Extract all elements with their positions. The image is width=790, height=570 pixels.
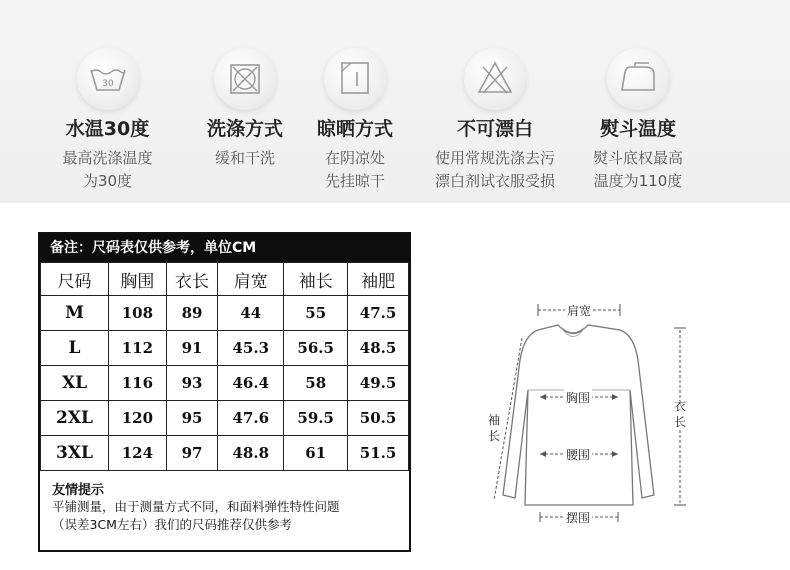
table-cell: 97 bbox=[166, 436, 218, 471]
sleeve-length-label bbox=[486, 412, 502, 444]
care-item-wash-method bbox=[190, 48, 300, 170]
care-desc-line: 熨斗底权最高 bbox=[592, 149, 683, 167]
care-desc-line: 使用常规洗涤去污 bbox=[434, 149, 555, 167]
table-cell: 47.6 bbox=[218, 401, 284, 436]
sleeve-label-char: 长 bbox=[488, 429, 501, 443]
table-cell: 44 bbox=[218, 296, 284, 331]
table-cell: 49.5 bbox=[348, 366, 409, 401]
length-label-char: 长 bbox=[674, 415, 687, 429]
column-header: 袖长 bbox=[284, 263, 348, 296]
size-table bbox=[40, 262, 409, 471]
care-title: 洗涤方式 bbox=[206, 118, 283, 140]
size-cell: L bbox=[41, 331, 109, 366]
table-cell: 61 bbox=[284, 436, 348, 471]
care-desc bbox=[422, 147, 568, 193]
svg-text:30: 30 bbox=[101, 79, 114, 89]
table-cell: 93 bbox=[166, 366, 218, 401]
care-desc bbox=[300, 147, 410, 193]
no-bleach-icon bbox=[464, 48, 526, 110]
sleeve-label-char: 袖 bbox=[488, 413, 501, 427]
size-cell: 3XL bbox=[41, 436, 109, 471]
tips-title: 友情提示 bbox=[52, 483, 105, 498]
garment-measurement-diagram bbox=[470, 280, 720, 535]
table-cell: 55 bbox=[284, 296, 348, 331]
table-row bbox=[41, 436, 409, 471]
table-cell: 47.5 bbox=[348, 296, 409, 331]
table-cell: 95 bbox=[166, 401, 218, 436]
care-desc-line: 漂白剂试衣服受损 bbox=[434, 172, 555, 190]
no-tumble-dry-icon bbox=[214, 48, 276, 110]
table-row bbox=[41, 366, 409, 401]
size-cell: M bbox=[41, 296, 109, 331]
size-cell: 2XL bbox=[41, 401, 109, 436]
column-header: 尺码 bbox=[41, 263, 109, 296]
care-item-iron-temp bbox=[578, 48, 698, 193]
table-cell: 91 bbox=[166, 331, 218, 366]
table-cell: 58 bbox=[284, 366, 348, 401]
care-desc-line: 最高洗涤温度 bbox=[62, 149, 153, 167]
iron-icon bbox=[607, 48, 669, 110]
column-header: 衣长 bbox=[166, 263, 218, 296]
care-item-no-bleach bbox=[422, 48, 568, 193]
table-cell: 59.5 bbox=[284, 401, 348, 436]
body-length-label bbox=[672, 398, 688, 430]
care-desc-line: 为30度 bbox=[82, 172, 133, 190]
table-cell: 112 bbox=[109, 331, 167, 366]
table-cell: 89 bbox=[166, 296, 218, 331]
table-row bbox=[41, 296, 409, 331]
care-title: 熨斗温度 bbox=[599, 118, 676, 140]
table-header-row bbox=[41, 263, 409, 296]
care-desc bbox=[578, 147, 698, 193]
care-title: 水温30度 bbox=[65, 118, 150, 140]
care-title: 晾晒方式 bbox=[316, 118, 393, 140]
drip-dry-shade-icon bbox=[324, 48, 386, 110]
care-item-water-temp bbox=[45, 48, 170, 193]
column-header: 袖肥 bbox=[348, 263, 409, 296]
table-cell: 124 bbox=[109, 436, 167, 471]
table-cell: 48.5 bbox=[348, 331, 409, 366]
waist-label: 腰围 bbox=[566, 448, 591, 462]
hem-label: 摆围 bbox=[566, 511, 591, 525]
table-cell: 46.4 bbox=[218, 366, 284, 401]
care-desc-line: 温度为110度 bbox=[593, 172, 683, 190]
size-cell: XL bbox=[41, 366, 109, 401]
care-desc-line: 缓和干洗 bbox=[214, 149, 275, 167]
table-cell: 45.3 bbox=[218, 331, 284, 366]
table-row bbox=[41, 331, 409, 366]
tips-line: 平铺测量，由于测量方式不同，和面料弹性特性问题 bbox=[52, 499, 340, 514]
column-header: 肩宽 bbox=[218, 263, 284, 296]
table-cell: 48.8 bbox=[218, 436, 284, 471]
table-cell: 120 bbox=[109, 401, 167, 436]
care-desc bbox=[45, 147, 170, 193]
column-header: 胸围 bbox=[109, 263, 167, 296]
tips-line: （误差3CM左右）我们的尺码推荐仅供参考 bbox=[52, 517, 292, 532]
table-cell: 116 bbox=[109, 366, 167, 401]
table-cell: 51.5 bbox=[348, 436, 409, 471]
care-desc bbox=[190, 147, 300, 170]
care-title: 不可漂白 bbox=[456, 118, 533, 140]
table-row bbox=[41, 401, 409, 436]
size-chart-note: 备注：尺码表仅供参考，单位CM bbox=[40, 234, 409, 262]
size-chart bbox=[38, 232, 411, 552]
table-cell: 50.5 bbox=[348, 401, 409, 436]
care-desc-line: 在阴凉处 bbox=[324, 149, 385, 167]
shoulder-width-label: 肩宽 bbox=[567, 304, 592, 318]
care-item-dry-method bbox=[300, 48, 410, 193]
care-instructions-band bbox=[0, 0, 790, 203]
tips-section bbox=[40, 471, 409, 534]
table-cell: 56.5 bbox=[284, 331, 348, 366]
length-label-char: 衣 bbox=[674, 399, 687, 413]
chest-label: 胸围 bbox=[566, 391, 591, 405]
care-desc-line: 先挂晾干 bbox=[324, 172, 385, 190]
wash-basin-icon bbox=[77, 48, 139, 110]
table-cell: 108 bbox=[109, 296, 167, 331]
